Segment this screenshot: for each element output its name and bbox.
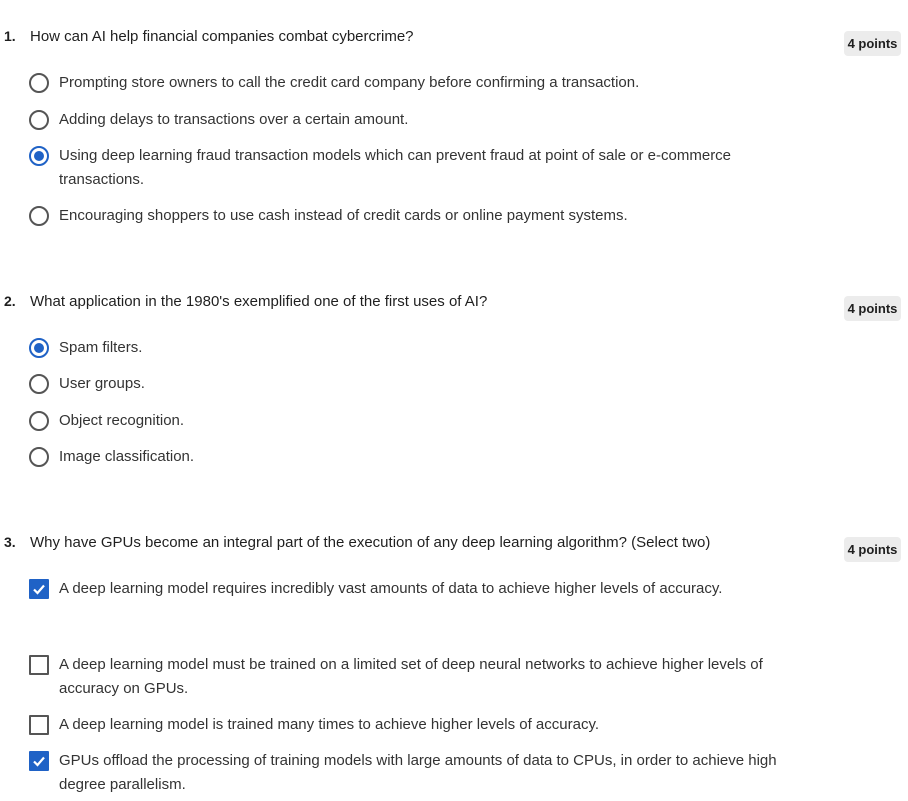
checkbox[interactable] (29, 655, 49, 675)
radio-button[interactable] (29, 411, 49, 431)
radio-button[interactable] (29, 73, 49, 93)
option-label: GPUs offload the processing of training models with large amounts of data to CPUs, in order to achieve high degree parallelism. (59, 752, 777, 793)
option-label: Adding delays to transactions over a certain amount. (59, 111, 409, 128)
option-label: Object recognition. (59, 412, 185, 429)
radio-dot (34, 343, 44, 353)
radio-button[interactable] (29, 374, 49, 394)
question-number: 3. (4, 534, 16, 550)
radio-button[interactable] (29, 206, 49, 226)
question-text: Why have GPUs become an integral part of the execution of any deep learning algorithm? (Select two) (30, 534, 711, 551)
points-badge: 4 points (844, 537, 901, 562)
question-number: 2. (4, 293, 16, 309)
radio-dot (34, 151, 44, 161)
option-label: A deep learning model must be trained on a limited set of deep neural networks to achieve higher levels of accuracy on GPUs. (59, 656, 763, 697)
option-label: Spam filters. (59, 339, 143, 356)
option-label: A deep learning model is trained many times to achieve higher levels of accuracy. (59, 716, 600, 733)
checkbox-checked[interactable] (29, 751, 49, 771)
option-label: User groups. (59, 375, 145, 392)
points-badge: 4 points (844, 296, 901, 321)
checkmark-icon (32, 754, 46, 768)
option-label: Using deep learning fraud transaction models which can prevent fraud at point of sale or e-commerce transactions. (59, 147, 732, 188)
option-label: A deep learning model requires incredibly vast amounts of data to achieve higher levels of accuracy. (59, 580, 723, 597)
radio-button-selected[interactable] (29, 338, 49, 358)
question-text: What application in the 1980's exemplified one of the first uses of AI? (30, 293, 488, 310)
option-label: Encouraging shoppers to use cash instead of credit cards or online payment systems. (59, 207, 628, 224)
checkbox-checked[interactable] (29, 579, 49, 599)
question-text: How can AI help financial companies combat cybercrime? (30, 28, 414, 45)
checkbox[interactable] (29, 715, 49, 735)
question-number: 1. (4, 28, 16, 44)
option-label: Prompting store owners to call the credit card company before confirming a transaction. (59, 74, 640, 91)
checkmark-icon (32, 582, 46, 596)
radio-button[interactable] (29, 447, 49, 467)
radio-button-selected[interactable] (29, 146, 49, 166)
option-label: Image classification. (59, 448, 195, 465)
points-badge: 4 points (844, 31, 901, 56)
radio-button[interactable] (29, 110, 49, 130)
